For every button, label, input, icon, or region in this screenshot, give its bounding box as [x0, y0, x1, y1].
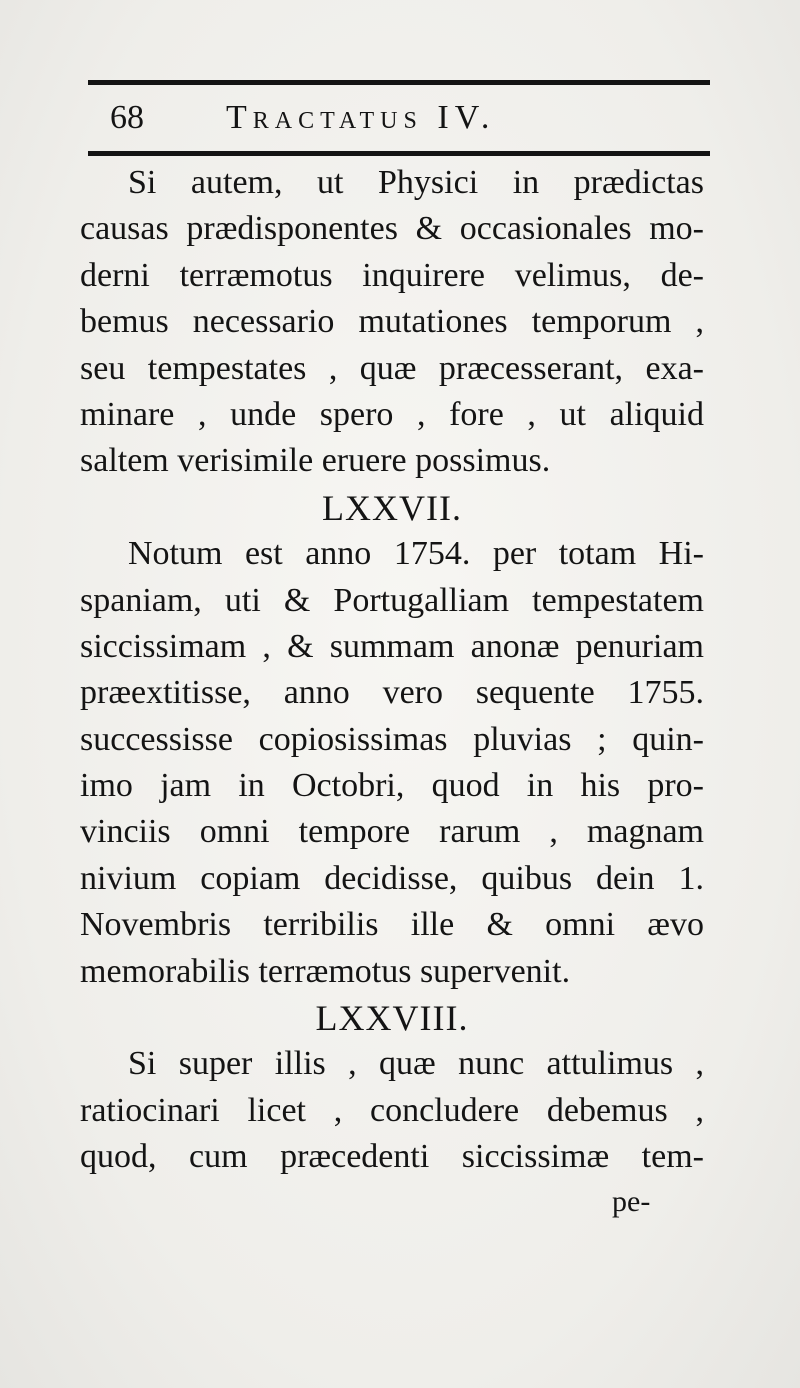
text-line: Novembris terribilis ille & omni ævo [80, 906, 704, 944]
text-line: nivium copiam decidisse, quibus dein 1. [80, 859, 704, 897]
header-rule-bottom [88, 151, 710, 156]
text-line: Si super illis , quæ nunc attulimus , [128, 1045, 704, 1083]
page-header [88, 92, 710, 144]
section-heading: LXXVIII. [315, 998, 469, 1039]
text-line: seu tempestates , quæ præcesserant, exa- [80, 349, 704, 387]
text-line: minare , unde spero , fore , ut aliquid [80, 395, 704, 433]
text-line: spaniam, uti & Portugalliam tempestatem [80, 581, 704, 619]
text-line: ratiocinari licet , concludere debemus , [80, 1091, 704, 1129]
text-line: Si autem, ut Physici in prædictas [128, 164, 704, 201]
catchword: pe- [612, 1185, 651, 1218]
text-line: successisse copiosissimas pluvias ; quin- [80, 720, 704, 758]
section-heading: LXXVII. [322, 487, 462, 528]
text-line: causas prædisponentes & occasionales mo- [80, 210, 704, 248]
text-line: præextitisse, anno vero sequente 1755. [80, 674, 704, 712]
text-line: saltem verisimile eruere possimus. [80, 442, 551, 480]
text-line: quod, cum præcedenti siccissimæ tem- [80, 1138, 704, 1176]
text-line: memorabilis terræmotus supervenit. [80, 952, 571, 990]
text-line: imo jam in Octobri, quod in his pro- [80, 767, 704, 805]
text-line: bemus necessario mutationes temporum , [80, 303, 704, 341]
body-text [80, 160, 704, 1181]
text-line: vinciis omni tempore rarum , magnam [80, 813, 704, 851]
page-number: 68 [110, 99, 144, 136]
running-title: Tractatus IV. [226, 99, 496, 136]
header-rule-top [88, 80, 710, 85]
text-line: Notum est anno 1754. per totam Hi- [128, 535, 704, 573]
text-line: siccissimam , & summam anonæ penuriam [80, 627, 704, 665]
text-line: derni terræmotus inquirere velimus, de- [80, 256, 704, 294]
